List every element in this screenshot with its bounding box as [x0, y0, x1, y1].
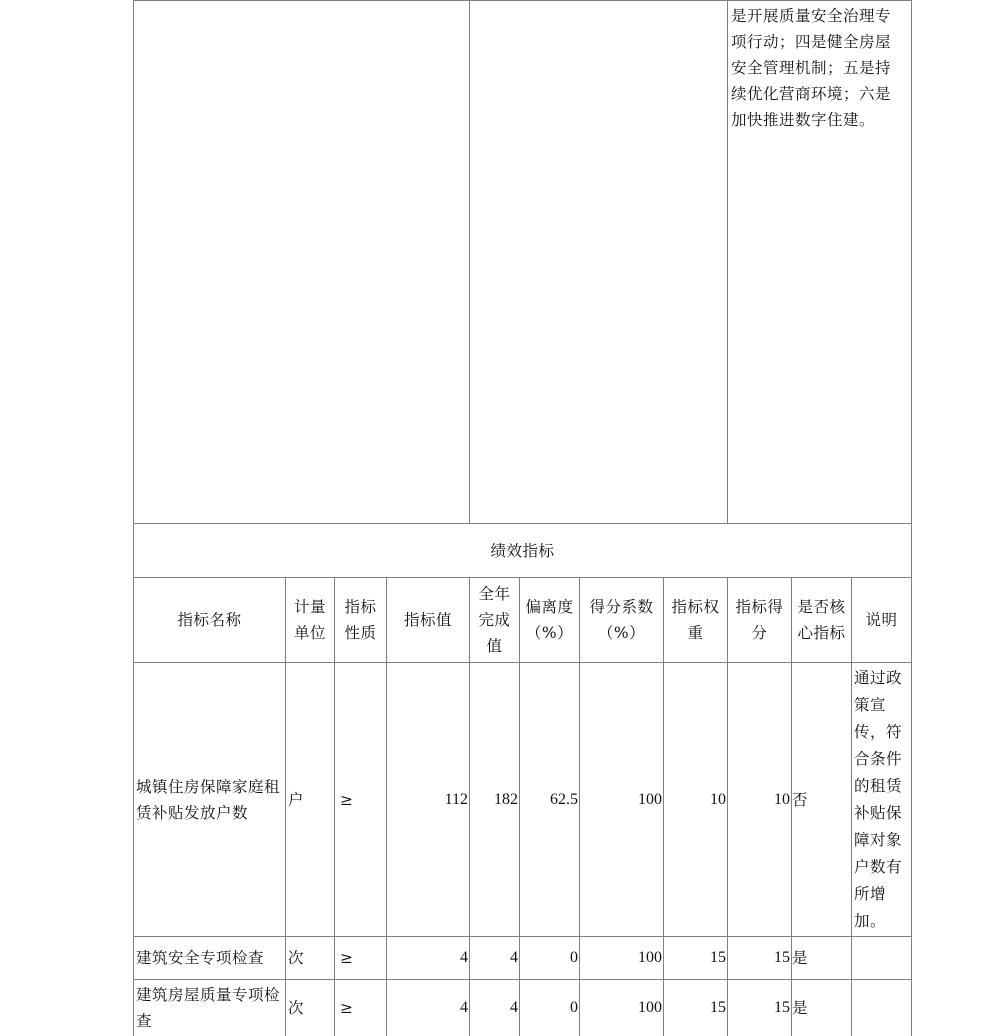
- row3-name: 建筑房屋质量专项检查: [133, 979, 285, 1036]
- top-text-cell: [727, 0, 912, 523]
- top-empty-cell-2: [469, 0, 727, 523]
- row1-nature: ≥: [334, 662, 386, 936]
- row2-deviation: 0: [519, 936, 579, 979]
- row2-note: [851, 936, 912, 979]
- row2-actual: 4: [469, 936, 519, 979]
- row2-nature: ≥: [334, 936, 386, 979]
- row3-core: 是: [791, 979, 851, 1036]
- row2-name: 建筑安全专项检查: [133, 936, 285, 979]
- top-text: 是开展质量安全治理专项行动；四是健全房屋安全管理机制；五是持续优化营商环境；六是加快推进数字住建。: [731, 7, 892, 129]
- row3-value: 4: [386, 979, 469, 1036]
- row1-note: 通过政策宣传，符合条件的租赁补贴保障对象户数有所增加。: [851, 662, 912, 936]
- row3-note: [851, 979, 912, 1036]
- section-title: 绩效指标: [133, 523, 912, 577]
- header-score: 指标得分: [727, 577, 791, 662]
- row2-unit: 次: [285, 936, 334, 979]
- row2-core: 是: [791, 936, 851, 979]
- row1-name: 城镇住房保障家庭租赁补贴发放户数: [133, 662, 285, 936]
- header-deviation: 偏离度（%）: [519, 577, 579, 662]
- row1-weight: 10: [663, 662, 727, 936]
- row1-unit: 户: [285, 662, 334, 936]
- top-empty-cell-1: [133, 0, 469, 523]
- row3-coef: 100: [579, 979, 663, 1036]
- header-name: 指标名称: [133, 577, 285, 662]
- header-note: 说明: [851, 577, 912, 662]
- row1-deviation: 62.5: [519, 662, 579, 936]
- row3-deviation: 0: [519, 979, 579, 1036]
- row3-nature: ≥: [334, 979, 386, 1036]
- row1-value: 112: [386, 662, 469, 936]
- row3-weight: 15: [663, 979, 727, 1036]
- row1-core: 否: [791, 662, 851, 936]
- row2-weight: 15: [663, 936, 727, 979]
- row3-score: 15: [727, 979, 791, 1036]
- header-nature: 指标性质: [334, 577, 386, 662]
- row2-value: 4: [386, 936, 469, 979]
- row2-coef: 100: [579, 936, 663, 979]
- row3-unit: 次: [285, 979, 334, 1036]
- header-value: 指标值: [386, 577, 469, 662]
- header-unit: 计量单位: [285, 577, 334, 662]
- row3-actual: 4: [469, 979, 519, 1036]
- header-actual: 全年完成值: [469, 577, 519, 662]
- row1-coef: 100: [579, 662, 663, 936]
- header-core: 是否核心指标: [791, 577, 851, 662]
- header-weight: 指标权重: [663, 577, 727, 662]
- row1-actual: 182: [469, 662, 519, 936]
- row2-score: 15: [727, 936, 791, 979]
- header-coef: 得分系数（%）: [579, 577, 663, 662]
- row1-score: 10: [727, 662, 791, 936]
